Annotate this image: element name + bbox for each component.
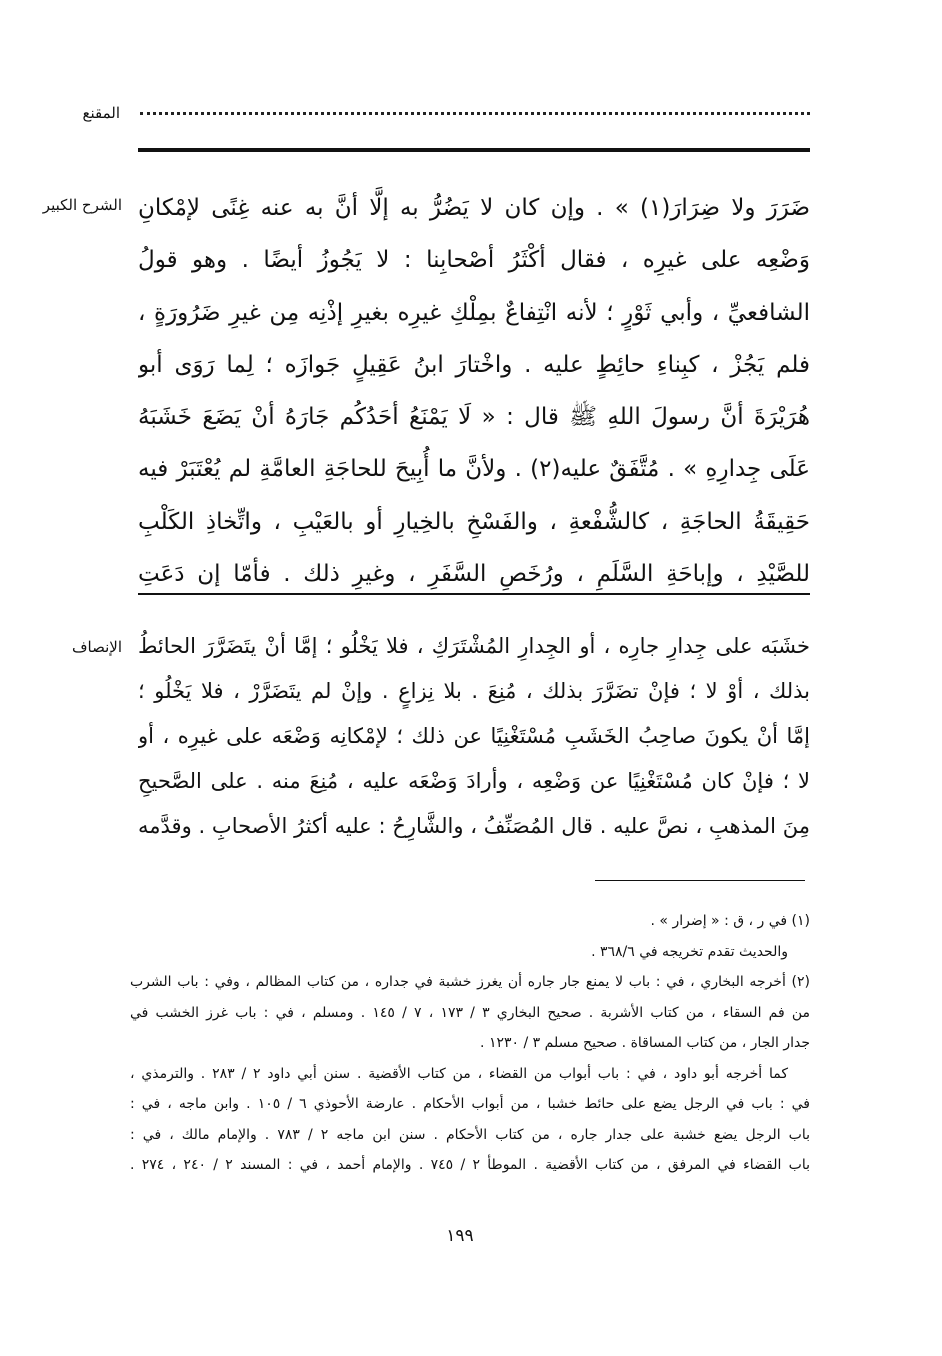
sharh-line: وَضْعِه على غيرِه ، فقال أكْثَرُ أصْحابِنا : لا يَجُوزُ أيضًا . وهو قولُ (138, 247, 810, 274)
book-title: المقنع (82, 104, 120, 122)
side-label-insaf: الإنصاف (71, 638, 122, 656)
footnotes-block (130, 906, 810, 1181)
footnote-line: باب القضاء في المرفق ، من كتاب الأقضية . الموطأ ٢ / ٧٤٥ . والإمام أحمد ، في : المسند ٢ / ٢٤٠ ، ٢٧٤ . (130, 1157, 810, 1173)
insaf-line: خشَبَه على جِدارِ جارِه ، أو الجِدارِ المُشْتَرَكِ ، فلا يَخْلُو ؛ إمَّا أنْ يتَضَرَّرَ الحائطُ (138, 634, 810, 658)
footnote-rule (595, 880, 805, 881)
footnote-line: في : باب في الرجل يضع على حائط خشبا ، من أبواب الأحكام . عارضة الأحوذي ٦ / ١٠٥ . وابن ماجه ، في : (130, 1096, 810, 1112)
sharh-line: عَلَى جِدارِهِ » . مُتَّفَقٌ عليه(٢) . ولأنَّ ما أُبِيحَ للحاجَةِ العامَّةِ لم يُعْتَبَرْ فيه (138, 456, 810, 483)
sharh-text-block (138, 182, 810, 600)
sharh-line: الشافعيِّ ، وأبي ثَوْرٍ ؛ لأنه انْتِفاعٌ بمِلْكِ غيرِه بغيرِ إذْنِه مِن غيرِ ضَرُورَةٍ ، (138, 299, 810, 326)
insaf-text-block (138, 624, 810, 849)
sharh-line: فلم يَجُزْ ، كبِناءِ حائِطٍ عليه . واخْتارَ ابنُ عَقِيلٍ جَوازَه ؛ لِما رَوَى أبو (138, 351, 810, 378)
footnote-line: جدار الجار ، من كتاب المساقاة . صحيح مسلم ٣ / ١٢٣٠ . (480, 1035, 810, 1051)
running-header-dotted-rule (130, 104, 810, 134)
section-divider (138, 593, 810, 595)
footnote-line: والحديث تقدم تخريجه في ٣٦٨/٦ . (591, 943, 788, 960)
footnote-line: من فم السقاء ، من كتاب الأشربة . صحيح البخاري ٣ / ١٧٣ ، ٧ / ١٤٥ . ومسلم ، في : باب غرز الخشب في (130, 1004, 810, 1021)
sharh-line: هُرَيْرَةَ أنَّ رسولَ اللهِ ﷺ قال : « لَا يَمْنَعُ أحَدُكُم جَارَهُ أنْ يَضَعَ خَشَبَهُ (138, 404, 810, 431)
insaf-line: مِنَ المذهبِ ، نصَّ عليه . قال المُصَنِّفُ ، والشَّارِحُ : عليه أكثرُ الأصحابِ . وقدَّمه (138, 814, 810, 838)
side-label-sharh: الشرح الكبير (42, 196, 122, 214)
footnote-line: (٢) أخرجه البخاري ، في : باب لا يمنع جار جاره أن يغرز خشبة في جداره ، من كتاب المظالم ، وفي : باب الشرب (130, 974, 810, 990)
page-number: ١٩٩ (446, 1226, 474, 1246)
footnote-line: باب الرجل يضع خشبة على جدار جاره ، من كتاب الأحكام . سنن ابن ماجه ٢ / ٧٨٣ . والإمام مالك ، في : (130, 1126, 810, 1143)
insaf-line: إمَّا أنْ يكونَ صاحِبُ الخَشَبِ مُسْتَغْنِيًا عن ذلك ؛ لإمْكانِه وَضْعَه على غيرِه ، أو (138, 724, 810, 748)
insaf-line: بذلك ، أوْ لا ؛ فإنْ تضَرَّرَ بذلك ، مُنِعَ . بلا نِزاعٍ . وإنْ لم يتَضَرَّرْ ، فلا يَخْلُو ؛ (138, 679, 810, 703)
footnote-line: كما أخرجه أبو داود ، في : باب أبواب من القضاء ، من كتاب الأقضية . سنن أبي داود ٢ / ٢٨٣ . والترمذي ، (130, 1065, 788, 1082)
footnote-line: (١) في ر ، ق : « إضرار » . (650, 913, 810, 929)
header-rule (138, 148, 810, 152)
sharh-line: ضَرَرَ ولا ضِرَارَ(١) » . وإن كان لا يَضُرُّ به إلَّا أنَّ به عنه غِنًى لإمْكانِ (138, 195, 810, 221)
insaf-line: لا ؛ فإنْ كان مُسْتَغْنِيًا عن وَضْعِه ، وأرادَ وَضْعَه عليه ، مُنِعَ منه . على الصَّحيحِ (138, 769, 810, 793)
sharh-line: للصَّيْدِ ، وإباحَةِ السَّلَمِ ، ورُخَصِ السَّفَرِ ، وغيرِ ذلك . فأمّا إن دَعَتِ (138, 561, 810, 588)
sharh-line: حَقِيقَةُ الحاجَةِ ، كالشُّفْعةِ ، والفَسْخِ بالخِيارِ أو بالعَيْبِ ، واتِّخاذِ الكَلْبِ (138, 508, 810, 535)
dotted-rule (140, 112, 810, 115)
